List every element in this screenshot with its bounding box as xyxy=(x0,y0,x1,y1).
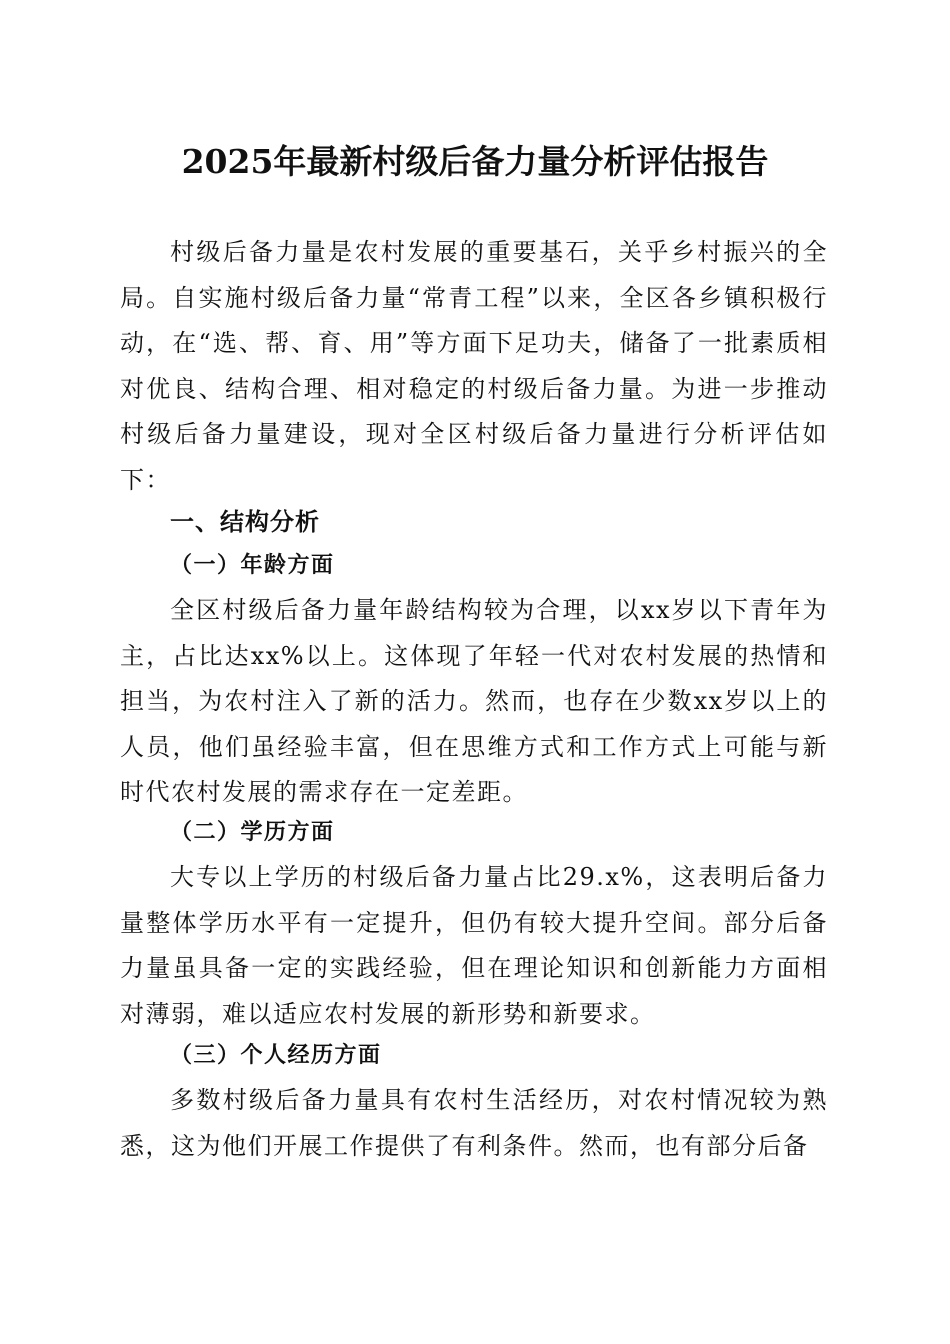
paragraph-experience: 多数村级后备力量具有农村生活经历，对农村情况较为熟悉，这为他们开展工作提供了有利条件。然而，也有部分后备 xyxy=(120,1086,828,1160)
subheading-education: （二）学历方面 xyxy=(170,819,335,845)
subheading-age: （一）年龄方面 xyxy=(170,552,335,578)
section-heading-structure-analysis: 一、结构分析 xyxy=(170,507,320,536)
subheading-experience: （三）个人经历方面 xyxy=(170,1042,382,1068)
intro-paragraph: 村级后备力量是农村发展的重要基石，关乎乡村振兴的全局。自实施村级后备力量“常青工程”以来，全区各乡镇积极行动，在“选、帮、育、用”等方面下足功夫，储备了一批素质相对优良、结构合理、相对稳定的村级后备力量。为进一步推动村级后备力量建设，现对全区村级后备力量进行分析评估如下： xyxy=(120,238,828,494)
paragraph-education: 大专以上学历的村级后备力量占比29.x%，这表明后备力量整体学历水平有一定提升，但仍有较大提升空间。部分后备力量虽具备一定的实践经验，但在理论知识和创新能力方面相对薄弱，难以适应农村发展的新形势和新要求。 xyxy=(120,863,828,1028)
paragraph-age: 全区村级后备力量年龄结构较为合理，以xx岁以下青年为主，占比达xx%以上。这体现了年轻一代对农村发展的热情和担当，为农村注入了新的活力。然而，也存在少数xx岁以上的人员，他们虽经验丰富，但在思维方式和工作方式上可能与新时代农村发展的需求存在一定差距。 xyxy=(120,596,828,806)
document-title: 2025年最新村级后备力量分析评估报告 xyxy=(181,142,769,181)
